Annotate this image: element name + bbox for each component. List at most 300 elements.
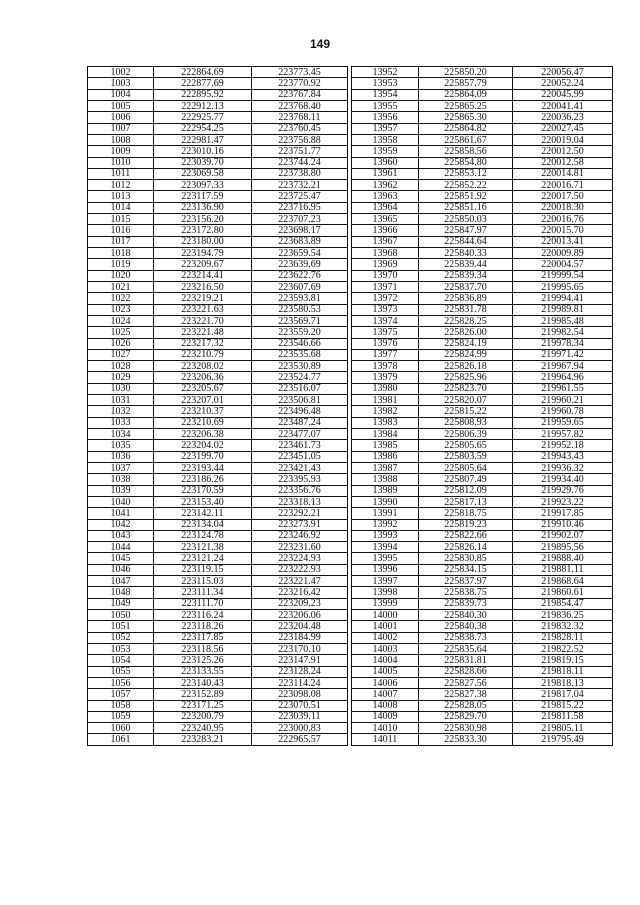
x-coordinate-left-cell: 223186.26 [154, 474, 252, 485]
x-coordinate-right-cell: 225828.25 [419, 315, 513, 326]
point-number-right-cell: 13960 [352, 157, 419, 168]
y-coordinate-left-cell: 223070.51 [252, 700, 348, 711]
table-row [88, 112, 613, 123]
x-coordinate-right-cell: 225864.82 [419, 123, 513, 134]
x-coordinate-left-cell: 223221.48 [154, 327, 252, 338]
x-coordinate-right-cell: 225837.70 [419, 281, 513, 292]
x-coordinate-right-cell: 225807.49 [419, 474, 513, 485]
x-coordinate-right-cell: 225812.09 [419, 485, 513, 496]
table-row [88, 542, 613, 553]
x-coordinate-right-cell: 225833.30 [419, 734, 513, 745]
x-coordinate-right-cell: 225830.85 [419, 553, 513, 564]
y-coordinate-left-cell: 223246.92 [252, 530, 348, 541]
table-row [88, 485, 613, 496]
y-coordinate-right-cell: 219815.22 [513, 700, 613, 711]
y-coordinate-left-cell: 223535.68 [252, 349, 348, 360]
x-coordinate-left-cell: 222925.77 [154, 112, 252, 123]
x-coordinate-left-cell: 223121.24 [154, 553, 252, 564]
point-number-left-cell: 1009 [88, 146, 154, 157]
point-number-right-cell: 13963 [352, 191, 419, 202]
y-coordinate-right-cell: 220004.57 [513, 259, 613, 270]
y-coordinate-left-cell: 223516.07 [252, 383, 348, 394]
x-coordinate-right-cell: 225831.78 [419, 304, 513, 315]
x-coordinate-left-cell: 223210.37 [154, 406, 252, 417]
x-coordinate-right-cell: 225806.39 [419, 429, 513, 440]
point-number-left-cell: 1047 [88, 576, 154, 587]
y-coordinate-right-cell: 220016.71 [513, 180, 613, 191]
y-coordinate-left-cell: 223292.21 [252, 508, 348, 519]
point-number-left-cell: 1034 [88, 429, 154, 440]
x-coordinate-right-cell: 225850.20 [419, 67, 513, 78]
x-coordinate-left-cell: 223010.16 [154, 146, 252, 157]
point-number-left-cell: 1005 [88, 100, 154, 111]
x-coordinate-right-cell: 225852.22 [419, 180, 513, 191]
y-coordinate-right-cell: 219982.54 [513, 327, 613, 338]
x-coordinate-right-cell: 225826.18 [419, 361, 513, 372]
table-row [88, 146, 613, 157]
x-coordinate-right-cell: 225853.12 [419, 168, 513, 179]
x-coordinate-left-cell: 223133.55 [154, 666, 252, 677]
x-coordinate-left-cell: 223172.80 [154, 225, 252, 236]
y-coordinate-right-cell: 219836.25 [513, 610, 613, 621]
point-number-right-cell: 13953 [352, 78, 419, 89]
y-coordinate-right-cell: 219860.61 [513, 587, 613, 598]
y-coordinate-left-cell: 223707.23 [252, 214, 348, 225]
x-coordinate-right-cell: 225838.75 [419, 587, 513, 598]
y-coordinate-right-cell: 220009.89 [513, 248, 613, 259]
table-row [88, 462, 613, 473]
table-row [88, 610, 613, 621]
point-number-right-cell: 13987 [352, 462, 419, 473]
x-coordinate-right-cell: 225865.30 [419, 112, 513, 123]
y-coordinate-left-cell: 223756.88 [252, 134, 348, 145]
x-coordinate-left-cell: 223170.59 [154, 485, 252, 496]
table-row [88, 214, 613, 225]
x-coordinate-left-cell: 223208.02 [154, 361, 252, 372]
x-coordinate-right-cell: 225830.98 [419, 723, 513, 734]
table-row [88, 123, 613, 134]
point-number-right-cell: 14007 [352, 689, 419, 700]
x-coordinate-left-cell: 223118.26 [154, 621, 252, 632]
point-number-left-cell: 1046 [88, 564, 154, 575]
point-number-right-cell: 13954 [352, 89, 419, 100]
point-number-right-cell: 13984 [352, 429, 419, 440]
x-coordinate-left-cell: 223111.70 [154, 598, 252, 609]
table-row [88, 259, 613, 270]
table-row [88, 383, 613, 394]
table-row [88, 496, 613, 507]
point-number-left-cell: 1028 [88, 361, 154, 372]
x-coordinate-right-cell: 225837.97 [419, 576, 513, 587]
point-number-left-cell: 1045 [88, 553, 154, 564]
x-coordinate-right-cell: 225824.99 [419, 349, 513, 360]
y-coordinate-right-cell: 219959.65 [513, 417, 613, 428]
y-coordinate-right-cell: 220041.41 [513, 100, 613, 111]
table-row [88, 248, 613, 259]
table-row [88, 655, 613, 666]
x-coordinate-left-cell: 223193.44 [154, 462, 252, 473]
x-coordinate-right-cell: 225808.93 [419, 417, 513, 428]
x-coordinate-left-cell: 223124.78 [154, 530, 252, 541]
y-coordinate-right-cell: 219989.81 [513, 304, 613, 315]
point-number-right-cell: 13964 [352, 202, 419, 213]
y-coordinate-left-cell: 223546.66 [252, 338, 348, 349]
y-coordinate-right-cell: 219960.78 [513, 406, 613, 417]
table-row [88, 587, 613, 598]
x-coordinate-left-cell: 223240.95 [154, 723, 252, 734]
point-number-right-cell: 13980 [352, 383, 419, 394]
x-coordinate-right-cell: 225844.64 [419, 236, 513, 247]
point-number-right-cell: 13975 [352, 327, 419, 338]
point-number-right-cell: 14000 [352, 610, 419, 621]
table-row [88, 632, 613, 643]
x-coordinate-left-cell: 223039.70 [154, 157, 252, 168]
point-number-right-cell: 13991 [352, 508, 419, 519]
y-coordinate-left-cell: 223659.54 [252, 248, 348, 259]
point-number-right-cell: 13994 [352, 542, 419, 553]
point-number-right-cell: 13971 [352, 281, 419, 292]
y-coordinate-left-cell: 223559.20 [252, 327, 348, 338]
point-number-right-cell: 13955 [352, 100, 419, 111]
point-number-left-cell: 1060 [88, 723, 154, 734]
table-row [88, 429, 613, 440]
point-number-left-cell: 1002 [88, 67, 154, 78]
y-coordinate-left-cell: 223593.81 [252, 293, 348, 304]
x-coordinate-left-cell: 223119.15 [154, 564, 252, 575]
y-coordinate-left-cell: 223039.11 [252, 711, 348, 722]
point-number-right-cell: 13957 [352, 123, 419, 134]
table-row [88, 598, 613, 609]
table-row [88, 168, 613, 179]
x-coordinate-left-cell: 222981.47 [154, 134, 252, 145]
y-coordinate-right-cell: 219881.11 [513, 564, 613, 575]
x-coordinate-right-cell: 225840.30 [419, 610, 513, 621]
y-coordinate-right-cell: 220012.50 [513, 146, 613, 157]
y-coordinate-right-cell: 220017.50 [513, 191, 613, 202]
y-coordinate-right-cell: 219994.41 [513, 293, 613, 304]
y-coordinate-left-cell: 223098.08 [252, 689, 348, 700]
point-number-right-cell: 13992 [352, 519, 419, 530]
y-coordinate-right-cell: 219888.40 [513, 553, 613, 564]
y-coordinate-right-cell: 219985.48 [513, 315, 613, 326]
x-coordinate-left-cell: 223206.38 [154, 429, 252, 440]
point-number-left-cell: 1026 [88, 338, 154, 349]
y-coordinate-left-cell: 223147.91 [252, 655, 348, 666]
y-coordinate-right-cell: 219936.32 [513, 462, 613, 473]
y-coordinate-left-cell: 223725.47 [252, 191, 348, 202]
y-coordinate-left-cell: 223487.24 [252, 417, 348, 428]
y-coordinate-right-cell: 220018.30 [513, 202, 613, 213]
point-number-left-cell: 1048 [88, 587, 154, 598]
y-coordinate-right-cell: 220012.58 [513, 157, 613, 168]
x-coordinate-left-cell: 222864.69 [154, 67, 252, 78]
table-row [88, 451, 613, 462]
x-coordinate-left-cell: 223116.24 [154, 610, 252, 621]
y-coordinate-right-cell: 220036.23 [513, 112, 613, 123]
y-coordinate-right-cell: 219902.07 [513, 530, 613, 541]
point-number-left-cell: 1023 [88, 304, 154, 315]
x-coordinate-left-cell: 222912.13 [154, 100, 252, 111]
y-coordinate-right-cell: 219818.13 [513, 677, 613, 688]
y-coordinate-right-cell: 219957.82 [513, 429, 613, 440]
table-row [88, 157, 613, 168]
y-coordinate-right-cell: 219817.04 [513, 689, 613, 700]
x-coordinate-right-cell: 225831.81 [419, 655, 513, 666]
point-number-left-cell: 1014 [88, 202, 154, 213]
table-row [88, 180, 613, 191]
y-coordinate-left-cell: 223356.76 [252, 485, 348, 496]
y-coordinate-right-cell: 219805.11 [513, 723, 613, 734]
y-coordinate-left-cell: 223395.93 [252, 474, 348, 485]
point-number-left-cell: 1004 [88, 89, 154, 100]
table-row [88, 689, 613, 700]
y-coordinate-left-cell: 223206.06 [252, 610, 348, 621]
table-row [88, 576, 613, 587]
x-coordinate-right-cell: 225819.23 [419, 519, 513, 530]
y-coordinate-left-cell: 223204.48 [252, 621, 348, 632]
x-coordinate-left-cell: 222877.69 [154, 78, 252, 89]
point-number-left-cell: 1039 [88, 485, 154, 496]
x-coordinate-left-cell: 223140.43 [154, 677, 252, 688]
table-row [88, 361, 613, 372]
x-coordinate-left-cell: 223180.00 [154, 236, 252, 247]
y-coordinate-right-cell: 219910.46 [513, 519, 613, 530]
point-number-left-cell: 1057 [88, 689, 154, 700]
x-coordinate-right-cell: 225839.44 [419, 259, 513, 270]
y-coordinate-right-cell: 219952.18 [513, 440, 613, 451]
x-coordinate-left-cell: 223207.01 [154, 395, 252, 406]
point-number-right-cell: 13956 [352, 112, 419, 123]
x-coordinate-right-cell: 225826.00 [419, 327, 513, 338]
page-number: 149 [309, 37, 331, 51]
y-coordinate-left-cell: 223506.81 [252, 395, 348, 406]
y-coordinate-left-cell: 223221.47 [252, 576, 348, 587]
table-row [88, 349, 613, 360]
point-number-left-cell: 1033 [88, 417, 154, 428]
x-coordinate-right-cell: 225836.89 [419, 293, 513, 304]
y-coordinate-right-cell: 219934.40 [513, 474, 613, 485]
point-number-right-cell: 14002 [352, 632, 419, 643]
point-number-left-cell: 1027 [88, 349, 154, 360]
point-number-left-cell: 1006 [88, 112, 154, 123]
x-coordinate-left-cell: 222895.92 [154, 89, 252, 100]
y-coordinate-right-cell: 219960.21 [513, 395, 613, 406]
point-number-right-cell: 14010 [352, 723, 419, 734]
point-number-right-cell: 13990 [352, 496, 419, 507]
point-number-right-cell: 13998 [352, 587, 419, 598]
y-coordinate-left-cell: 223760.45 [252, 123, 348, 134]
y-coordinate-left-cell: 223128.24 [252, 666, 348, 677]
point-number-left-cell: 1030 [88, 383, 154, 394]
table-row [88, 564, 613, 575]
point-number-left-cell: 1007 [88, 123, 154, 134]
point-number-right-cell: 13981 [352, 395, 419, 406]
point-number-right-cell: 13965 [352, 214, 419, 225]
x-coordinate-right-cell: 225851.16 [419, 202, 513, 213]
point-number-left-cell: 1008 [88, 134, 154, 145]
table-row [88, 327, 613, 338]
y-coordinate-left-cell: 223222.93 [252, 564, 348, 575]
x-coordinate-left-cell: 223210.79 [154, 349, 252, 360]
y-coordinate-right-cell: 219832.32 [513, 621, 613, 632]
y-coordinate-left-cell: 223530.89 [252, 361, 348, 372]
x-coordinate-right-cell: 225827.38 [419, 689, 513, 700]
y-coordinate-left-cell: 223231.60 [252, 542, 348, 553]
x-coordinate-right-cell: 225865.25 [419, 100, 513, 111]
x-coordinate-right-cell: 225820.07 [419, 395, 513, 406]
point-number-left-cell: 1031 [88, 395, 154, 406]
point-number-left-cell: 1017 [88, 236, 154, 247]
x-coordinate-right-cell: 225824.19 [419, 338, 513, 349]
point-number-left-cell: 1055 [88, 666, 154, 677]
point-number-left-cell: 1052 [88, 632, 154, 643]
x-coordinate-right-cell: 225805.65 [419, 440, 513, 451]
y-coordinate-left-cell: 223496.48 [252, 406, 348, 417]
y-coordinate-right-cell: 219819.15 [513, 655, 613, 666]
point-number-right-cell: 13996 [352, 564, 419, 575]
x-coordinate-left-cell: 223121.38 [154, 542, 252, 553]
table-row [88, 530, 613, 541]
x-coordinate-right-cell: 225817.13 [419, 496, 513, 507]
point-number-left-cell: 1056 [88, 677, 154, 688]
x-coordinate-right-cell: 225834.15 [419, 564, 513, 575]
y-coordinate-right-cell: 220045.99 [513, 89, 613, 100]
table-row [88, 67, 613, 78]
y-coordinate-left-cell: 223184.99 [252, 632, 348, 643]
y-coordinate-right-cell: 219978.34 [513, 338, 613, 349]
x-coordinate-right-cell: 225839.73 [419, 598, 513, 609]
x-coordinate-left-cell: 223199.70 [154, 451, 252, 462]
x-coordinate-right-cell: 225854.80 [419, 157, 513, 168]
point-number-right-cell: 13959 [352, 146, 419, 157]
point-number-left-cell: 1012 [88, 180, 154, 191]
table-row [88, 281, 613, 292]
point-number-left-cell: 1003 [88, 78, 154, 89]
x-coordinate-right-cell: 225835.64 [419, 643, 513, 654]
y-coordinate-left-cell: 223770.92 [252, 78, 348, 89]
x-coordinate-left-cell: 223125.26 [154, 655, 252, 666]
x-coordinate-right-cell: 225850.03 [419, 214, 513, 225]
y-coordinate-right-cell: 219822.52 [513, 643, 613, 654]
x-coordinate-left-cell: 223111.34 [154, 587, 252, 598]
point-number-left-cell: 1020 [88, 270, 154, 281]
y-coordinate-left-cell: 223751.77 [252, 146, 348, 157]
table-row [88, 134, 613, 145]
y-coordinate-left-cell: 223477.07 [252, 429, 348, 440]
point-number-left-cell: 1059 [88, 711, 154, 722]
point-number-left-cell: 1013 [88, 191, 154, 202]
y-coordinate-right-cell: 219971.42 [513, 349, 613, 360]
point-number-left-cell: 1032 [88, 406, 154, 417]
point-number-left-cell: 1024 [88, 315, 154, 326]
x-coordinate-right-cell: 225822.66 [419, 530, 513, 541]
point-number-left-cell: 1040 [88, 496, 154, 507]
y-coordinate-right-cell: 219868.64 [513, 576, 613, 587]
point-number-right-cell: 13978 [352, 361, 419, 372]
y-coordinate-right-cell: 220016.76 [513, 214, 613, 225]
point-number-left-cell: 1054 [88, 655, 154, 666]
point-number-right-cell: 13982 [352, 406, 419, 417]
y-coordinate-left-cell: 223773.45 [252, 67, 348, 78]
y-coordinate-right-cell: 219811.58 [513, 711, 613, 722]
x-coordinate-left-cell: 223171.25 [154, 700, 252, 711]
y-coordinate-left-cell: 223698.17 [252, 225, 348, 236]
y-coordinate-left-cell: 223768.11 [252, 112, 348, 123]
point-number-left-cell: 1015 [88, 214, 154, 225]
table-row [88, 270, 613, 281]
y-coordinate-left-cell: 223639.69 [252, 259, 348, 270]
y-coordinate-right-cell: 219828.11 [513, 632, 613, 643]
table-row [88, 293, 613, 304]
point-number-left-cell: 1043 [88, 530, 154, 541]
table-row [88, 236, 613, 247]
y-coordinate-left-cell: 223114.24 [252, 677, 348, 688]
point-number-left-cell: 1058 [88, 700, 154, 711]
table-row [88, 711, 613, 722]
table-row [88, 406, 613, 417]
point-number-left-cell: 1042 [88, 519, 154, 530]
table-row [88, 553, 613, 564]
point-number-right-cell: 13970 [352, 270, 419, 281]
x-coordinate-left-cell: 223214.41 [154, 270, 252, 281]
point-number-left-cell: 1061 [88, 734, 154, 745]
point-number-right-cell: 13999 [352, 598, 419, 609]
x-coordinate-left-cell: 223200.79 [154, 711, 252, 722]
y-coordinate-right-cell: 219818.11 [513, 666, 613, 677]
point-number-right-cell: 14011 [352, 734, 419, 745]
x-coordinate-right-cell: 225864.09 [419, 89, 513, 100]
table-row [88, 677, 613, 688]
x-coordinate-left-cell: 223194.79 [154, 248, 252, 259]
point-number-right-cell: 13993 [352, 530, 419, 541]
x-coordinate-left-cell: 223205.67 [154, 383, 252, 394]
x-coordinate-right-cell: 225851.92 [419, 191, 513, 202]
y-coordinate-right-cell: 220019.04 [513, 134, 613, 145]
y-coordinate-left-cell: 223569.71 [252, 315, 348, 326]
x-coordinate-left-cell: 223216.50 [154, 281, 252, 292]
y-coordinate-right-cell: 220052.24 [513, 78, 613, 89]
x-coordinate-left-cell: 223136.90 [154, 202, 252, 213]
x-coordinate-right-cell: 225828.05 [419, 700, 513, 711]
y-coordinate-right-cell: 220014.81 [513, 168, 613, 179]
point-number-right-cell: 13977 [352, 349, 419, 360]
table-row [88, 621, 613, 632]
x-coordinate-right-cell: 225823.70 [419, 383, 513, 394]
table-row [88, 519, 613, 530]
x-coordinate-left-cell: 223115.03 [154, 576, 252, 587]
y-coordinate-left-cell: 223622.76 [252, 270, 348, 281]
point-number-left-cell: 1037 [88, 462, 154, 473]
x-coordinate-left-cell: 222954.25 [154, 123, 252, 134]
point-number-right-cell: 13966 [352, 225, 419, 236]
point-number-left-cell: 1022 [88, 293, 154, 304]
x-coordinate-right-cell: 225847.97 [419, 225, 513, 236]
table-row [88, 304, 613, 315]
table-row [88, 643, 613, 654]
table-row [88, 417, 613, 428]
point-number-right-cell: 13989 [352, 485, 419, 496]
y-coordinate-left-cell: 223224.93 [252, 553, 348, 564]
x-coordinate-right-cell: 225826.14 [419, 542, 513, 553]
y-coordinate-left-cell: 223216.42 [252, 587, 348, 598]
y-coordinate-left-cell: 222965.57 [252, 734, 348, 745]
y-coordinate-left-cell: 223170.10 [252, 643, 348, 654]
point-number-right-cell: 13967 [352, 236, 419, 247]
y-coordinate-left-cell: 223732.21 [252, 180, 348, 191]
x-coordinate-left-cell: 223069.58 [154, 168, 252, 179]
y-coordinate-left-cell: 223273.91 [252, 519, 348, 530]
point-number-left-cell: 1018 [88, 248, 154, 259]
